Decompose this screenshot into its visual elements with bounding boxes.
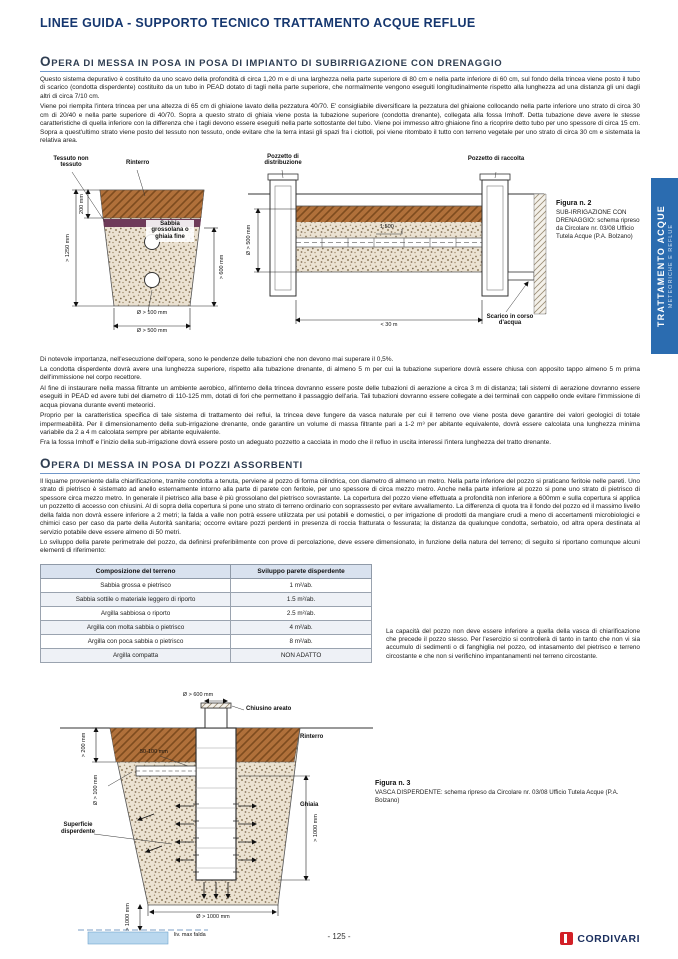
table-row: [41, 634, 372, 648]
figure3-caption-text: VASCA DISPERDENTE: schema ripreso da Circolare nr. 03/08 Ufficio Tutela Acque (P.A. Bolzano): [375, 788, 619, 804]
dim-strato-rinterro: 200 mm: [79, 193, 85, 214]
chiusino-cover: [201, 703, 231, 708]
absorbing-well-diagram: [48, 691, 383, 946]
label-livello-max-falda: liv. max falda: [174, 931, 206, 938]
figure2-caption: [556, 200, 640, 241]
trench-rinterro-layer: [100, 190, 204, 218]
dim-diametro-tubo: Ø > 100 mm: [136, 309, 168, 316]
dim-altezza-pozzo: > 1000 mm: [313, 813, 319, 842]
paragraph: Al fine di instaurare nella massa filtrante un ambiente aerobico, all'interno della trincea dovranno essere poste delle tubazioni di aerazione a circa 3 m di distanza; tali sistemi di aerazione dovranno essere eseguiti in PEAD ed avere tubi del diametro di 110-125 mm, dotati di fori che permettano il passaggio dell'aria. Tali tubazioni dovranno essere collegate a dei terminali con cappello onde evitare l'immissione di acqua piovana durante eventi meteorici.: [40, 384, 640, 409]
figure3-caption-title: Figura n. 3: [375, 779, 411, 787]
table-row: [41, 648, 372, 662]
dim-diametro-fondo: Ø > 1000 mm: [196, 913, 230, 920]
cordivari-logo: [560, 932, 640, 945]
paragraph: Proprio per la caratteristica specifica di tale sistema di trattamento dei reflui, la trincea deve fungere da vasca naturale per cui il terreno ove viene posta deve garantire dei valori geologici di totale impermeabilità. Per il dimensionamento della sub-irrigazione drenante, onde garantire un volume di massa filtrante pari a 1-2 m³ per abitante equivalente, dovrà essere calcolata una lunghezza minima variabile da 2 a 4 m calcolata sempre per abitante equivalente.: [40, 412, 640, 436]
cell-terreno: Argilla sabbiosa o riporto: [41, 606, 231, 620]
table-header-row: [41, 564, 372, 578]
label-pozzetto-distribuzione: Pozzetto di distribuzione: [264, 153, 302, 167]
cell-terreno: Argilla con poca sabbia o pietrisco: [41, 634, 231, 648]
section-heading-pozzi-assorbenti: OPERA DI MESSA IN POSA DI POZZI ASSORBENTI: [40, 456, 640, 474]
table-row: [41, 606, 372, 620]
outfall-pipe: [508, 272, 534, 280]
collection-well-inner: [487, 186, 503, 290]
figure3-caption: [375, 780, 633, 805]
label-pozzetto-raccolta: Pozzetto di raccolta: [467, 155, 525, 162]
label-sabbia-grossolana: Sabbia grossolana o ghiaia fine: [146, 220, 194, 243]
label-scarico-corso-acqua: Scarico in corso d'acqua: [486, 313, 534, 327]
figure2-longitudinal-section: [244, 154, 549, 350]
well-shaft: [196, 728, 236, 880]
section-heading-subirrigazione: OPERA DI MESSA IN POSA IN POSA DI IMPIANTO DI SUBIRRIGAZIONE CON DRENAGGIO: [40, 54, 640, 72]
paragraph: Il liquame proveniente dalla chiarificazione, tramite condotta a tenuta, perviene al pozzo di forma cilindrica, con diametro di almeno un metro. Nella parte inferiore del pozzo si praticano feritoie nelle pareti. Uno strato di pietrisco è sistemato ad anello esternamente intorno alla parte di parete con feritoie, per uno spessore di circa mezzo metro. Anche nella parte inferiore al pozzo si pone uno strato di pietrisco di spessore circa mezzo metro. In generale il pietrisco alla base è più grossolano del pietrisco sovrastante. La copertura del pozzo viene effettuata a profondità non inferiore a 600mm e sulla copertura si applica un pozzetto di accesso con chiusini. Al di sopra della copertura si pone uno strato di terreno ordinario con soprassesto per evitare avvallamento. La differenza di quota tra il fondo del pozzo ed il massimo livello della falda non dovrà essere inferiore a 2 metri; la falda a valle non potrà essere utilizzata per usi potabili e domestici, o per irrigazione di prodotti da mangiare crudi a meno di accertamenti microbiologici e chimici caso per caso da parte della Autorità sanitaria; occorre evitare pozzi perdenti in presenza di roccia fratturata o fessurata; la distanza da qualunque condotta, serbatoio, od altra opera destinata al servizio potabile deve essere almeno di 50 metri.: [40, 477, 640, 536]
pipe-disperdente: [145, 272, 160, 287]
trench-topsoil: [296, 206, 482, 222]
label-superficie-disperdente: Superficie disperdente: [60, 821, 95, 835]
table-row: [41, 578, 372, 592]
cell-valore: 1 m²/ab.: [231, 578, 372, 592]
figure2-caption-title: Figura n. 2: [556, 199, 592, 207]
col-header-composizione: Composizione del terreno: [41, 564, 231, 578]
figure2-trench-cross-section: [42, 154, 240, 350]
col-header-sviluppo: Sviluppo parete disperdente: [231, 564, 372, 578]
paragraph: Lo sviluppo della parete perimetrale del pozzo, da definirsi preferibilmente con prove di percolazione, deve essere dimensionato, in funzione della natura del terreno; di seguito si riportano comunque alcuni elementi di riferimento:: [40, 538, 640, 555]
paragraph: Questo sistema depurativo è costituito da uno scavo della profondità di circa 1,20 m e di una larghezza nella parte superiore di 80 cm e nella parte inferiore di 60 cm, sul fondo della trincea viene posto il tubo di scarico (condotta disperdente) costituito da un tubo in PEAD dotato di tagli nella parte superiore, che normalmente vengono eseguiti longitudinalmente rispetto alla lunghezza ad una distanza gli uni dagli altri di circa 7/10 cm.: [40, 76, 640, 100]
soil-table: [40, 564, 372, 663]
side-tab-title: TRATTAMENTO ACQUE: [655, 204, 666, 328]
label-pendenza: 1:500: [380, 223, 394, 230]
figure3-absorbing-well: [48, 691, 383, 948]
trench-cross-section-diagram: [42, 154, 240, 350]
label-chiusino-areato: Chiusino areato: [246, 705, 292, 712]
figure3-area: [40, 691, 640, 952]
dim-lunghezza-trincea: < 30 m: [380, 321, 398, 328]
cordivari-logo-text: CORDIVARI: [577, 932, 640, 945]
cell-valore: NON ADATTO: [231, 648, 372, 662]
table-row: [41, 620, 372, 634]
access-neck: [205, 708, 227, 728]
paragraph: Viene poi riempita l'intera trincea per una altezza di 65 cm di ghiaione lavato della pezzatura 40/70. E' consigliabile diversificare la pezzatura del ghiaione collocando nella parte inferiore uno strato di circa 30 cm di 20/40 e nella parte superiore di 40/70. Sopra a questo strato di ghiaia viene posta la tubazione superiore (condotta drenante), collegata alla fossa Imhoff. Detta tubazione deve avere le stesse caratteristiche di quella inferiore con la differenza che i tagli devono essere eseguiti nella parte sottostante del tubo. Viene poi immesso altro ghiaione fino a ricoprire detto tubo per uno spessore di circa 15 cm. Sopra a quest'ultimo strato viene posto del tessuto non tessuto, onde evitare che la terra intasi gli spazi fra i ciottoli, poi viene ritombato il tutto con terreno vegetale per uno strato di circa 30 cm e sistemata la relativa area.: [40, 103, 640, 145]
dim-rinterro: > 200 mm: [81, 732, 87, 758]
cell-valore: 1.5 m²/ab.: [231, 592, 372, 606]
capacity-side-note: La capacità del pozzo non deve essere inferiore a quella della vasca di chiarificazione che precede il pozzo stesso. Per l'esercizio si controllerà di tanto in tanto che non vi sia accumulo di sedimenti o di fanghiglia nel pozzo, od intasamento del pietrisco e terreno circostante e che non si verifichino impantanamenti nel terreno circostante.: [386, 627, 640, 660]
distribution-well-inner: [275, 186, 291, 290]
cell-terreno: Argilla con molta sabbia o pietrisco: [41, 620, 231, 634]
label-rinterro: Rinterro: [300, 733, 324, 740]
dim-strato-ghiaia: > 600 mm: [219, 254, 225, 279]
page-title: LINEE GUIDA - SUPPORTO TECNICO TRATTAMENTO ACQUE REFLUE: [40, 16, 476, 30]
cell-terreno: Sabbia grossa e pietrisco: [41, 578, 231, 592]
side-tab-trattamento-acque: [651, 178, 678, 354]
dim-anelli: 50-100 mm: [140, 748, 168, 755]
paragraph: Fra la fossa Imhoff e l'inizio della sub-irrigazione dovrà essere posto un adeguato pozzetto a cacciata in modo che il refluo in uscita interessi l'intera lunghezza del tratto drenante.: [40, 439, 552, 447]
side-tab-subtitle: METEORICHE E REFLUE: [667, 223, 674, 309]
table-row: [41, 592, 372, 606]
dim-profondita-trincea: > 1250 mm: [65, 233, 71, 262]
label-rinterro: Rinterro: [126, 159, 150, 166]
page-number: - 125 -: [327, 932, 351, 941]
figure2-area: [40, 154, 640, 350]
paragraph: Di notevole importanza, nell'esecuzione dell'opera, sono le pendenze delle tubazioni che non devono mai superare il 0,5%.: [40, 355, 394, 363]
cell-terreno: Sabbia sottile o materiale leggero di riporto: [41, 592, 231, 606]
page-content: [40, 16, 640, 952]
cell-valore: 8 m²/ab.: [231, 634, 372, 648]
soil-table-area: [40, 564, 640, 686]
dim-pozzetto: Ø > 500 mm: [246, 224, 252, 255]
cell-terreno: Argilla compatta: [41, 648, 231, 662]
label-ghiaia: Ghiaia: [300, 801, 319, 808]
cordivari-logo-icon: [560, 932, 573, 945]
cell-valore: 4 m²/ab.: [231, 620, 372, 634]
dim-fondo-trincea: Ø > 500 mm: [136, 327, 168, 334]
cell-valore: 2.5 m²/ab.: [231, 606, 372, 620]
dim-chiusino: Ø > 600 mm: [182, 691, 214, 698]
paragraph: La condotta disperdente dovrà avere una lunghezza superiore, rispetto alla tubazione drenante, di almeno 5 m per cui la tubazione superiore dovrà essere chiusa con apposito tappo almeno 5 m prima dell'immissione nel corpo recettore.: [40, 365, 640, 382]
dim-tubo-immissione: Ø > 100 mm: [93, 774, 99, 806]
figure2-caption-text: SUB-IRRIGAZIONE CON DRENAGGIO: schema ripreso da Circolare nr. 03/08 Ufficio Tutela Acque (P.A. Bolzano): [556, 208, 640, 240]
dim-distanza-falda: > 1000 mm: [125, 902, 131, 931]
river-bank: [534, 194, 546, 314]
label-tessuto-non-tessuto: Tessuto non tessuto: [53, 155, 89, 169]
